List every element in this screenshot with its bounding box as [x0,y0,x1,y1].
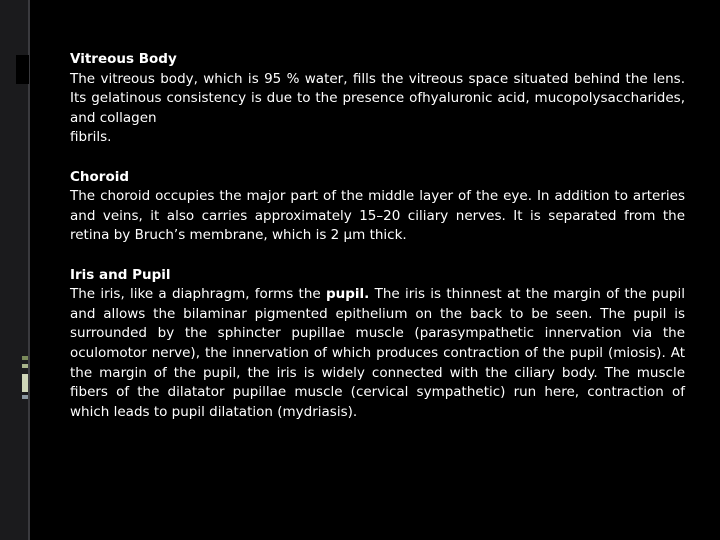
paragraph-text: The iris, like a diaphragm, forms the [70,286,326,303]
section-choroid [70,168,685,246]
accent-strip [22,356,28,360]
section-paragraph: The vitreous body, which is 95 % water, fills the vitreous space situated behind the lens. Its gelatinous consistency is due to the presence ofhyaluronic acid, mucopolysaccharides, and collagen [70,70,685,126]
accent-strip [22,364,28,368]
section-title: Vitreous Body [70,51,177,67]
section-iris-and-pupil [70,266,685,423]
accent-strip [22,395,28,399]
section-paragraph: The choroid occupies the major part of the middle layer of the eye. In addition to arteries and veins, it also carries approximately 15–20 ciliary nerves. It is separated from the retina by Bruch’s membrane, which is 2 μm thick. [70,188,685,244]
section-paragraph [70,285,685,422]
section-vitreous-body [70,50,685,148]
slide-content [70,50,685,442]
section-paragraph-continuation: fibrils. [70,129,112,146]
bold-term-pupil: pupil. [325,286,370,303]
section-title: Iris and Pupil [70,266,171,283]
title-accent-block [16,55,29,84]
accent-strip [22,374,28,392]
section-title: Choroid [70,168,130,185]
paragraph-text: The iris is thinnest at the margin of the pupil and allows the bilaminar pigmented epithelium on the back to be seen. The pupil is surrounded by the sphincter pupillae muscle (parasympathetic innervation via the oculomotor nerve), the innervation of which produces contraction of the pupil (miosis). At the margin of the pupil, the iris is widely connected with the ciliary body. The muscle fibers of the dilatator pupillae muscle (cervical sympathetic) run here, contraction of which leads to pupil dilatation (mydriasis). [70,286,685,420]
